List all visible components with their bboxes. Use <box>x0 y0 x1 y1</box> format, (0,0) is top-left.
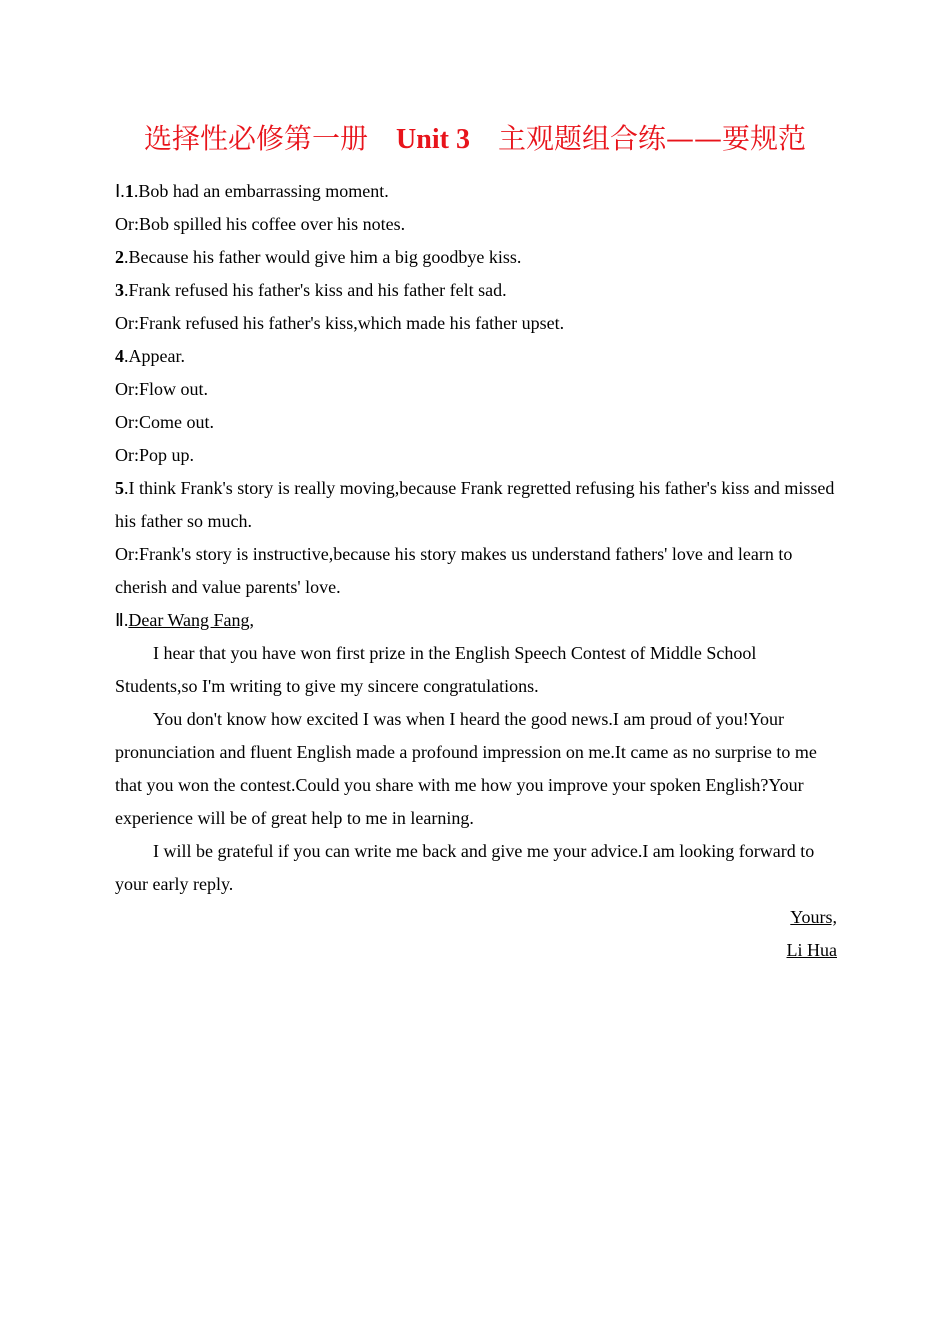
letter-closing-line <box>115 901 837 934</box>
letter-paragraph: I will be grateful if you can write me back and give me your advice.I am looking forward to your early reply. <box>115 841 815 894</box>
answer-text: .I think Frank's story is really moving,because Frank regretted refusing his father's kiss and missed his father so much. <box>115 478 835 531</box>
letter-closing: Yours, <box>790 907 837 927</box>
answer-line: Or:Come out. <box>115 412 214 432</box>
answer-line <box>115 340 837 373</box>
answer-text: .Because his father would give him a big goodbye kiss. <box>124 247 522 267</box>
letter-signature: Li Hua <box>786 940 837 960</box>
answer-text: .Frank refused his father's kiss and his father felt sad. <box>124 280 507 300</box>
answer-line: Or:Frank's story is instructive,because his story makes us understand fathers' love and learn to cherish and value parents' love. <box>115 544 793 597</box>
question-number: 5 <box>115 478 124 498</box>
answer-content <box>115 175 837 967</box>
answer-line <box>115 241 837 274</box>
answer-text: .Appear. <box>124 346 185 366</box>
answer-line: Or:Flow out. <box>115 379 209 399</box>
title-topic: 主观题组合练——要规范 <box>497 122 806 155</box>
letter-paragraph: I hear that you have won first prize in the English Speech Contest of Middle School Students,so I'm writing to give my sincere congratulations. <box>115 643 757 696</box>
letter-greeting: Dear Wang Fang, <box>128 610 255 630</box>
page-title <box>0 118 950 161</box>
answer-line: Or:Bob spilled his coffee over his notes. <box>115 214 406 234</box>
answer-line: Or:Frank refused his father's kiss,which made his father upset. <box>115 313 565 333</box>
question-number: 3 <box>115 280 124 300</box>
answer-line <box>115 472 837 538</box>
letter-signature-line <box>115 934 837 967</box>
section-marker: Ⅰ. <box>115 181 125 201</box>
answer-line <box>115 175 837 208</box>
question-number: 1 <box>124 181 134 201</box>
answer-line: Or:Pop up. <box>115 445 195 465</box>
answer-text: .Bob had an embarrassing moment. <box>133 181 389 201</box>
letter-paragraph: You don't know how excited I was when I heard the good news.I am proud of you!Your pronunciation and fluent English made a profound impression on me.It came as no surprise to me that you won the contest.Could you share with me how you improve your spoken English?Your experience will be of great help to me in learning. <box>115 709 817 828</box>
question-number: 2 <box>115 247 124 267</box>
letter-greeting-line <box>115 604 837 637</box>
question-number: 4 <box>115 346 124 366</box>
title-unit: Unit 3 <box>396 124 470 155</box>
answer-line <box>115 274 837 307</box>
title-book: 选择性必修第一册 <box>144 122 369 155</box>
section-marker: Ⅱ. <box>115 610 129 630</box>
